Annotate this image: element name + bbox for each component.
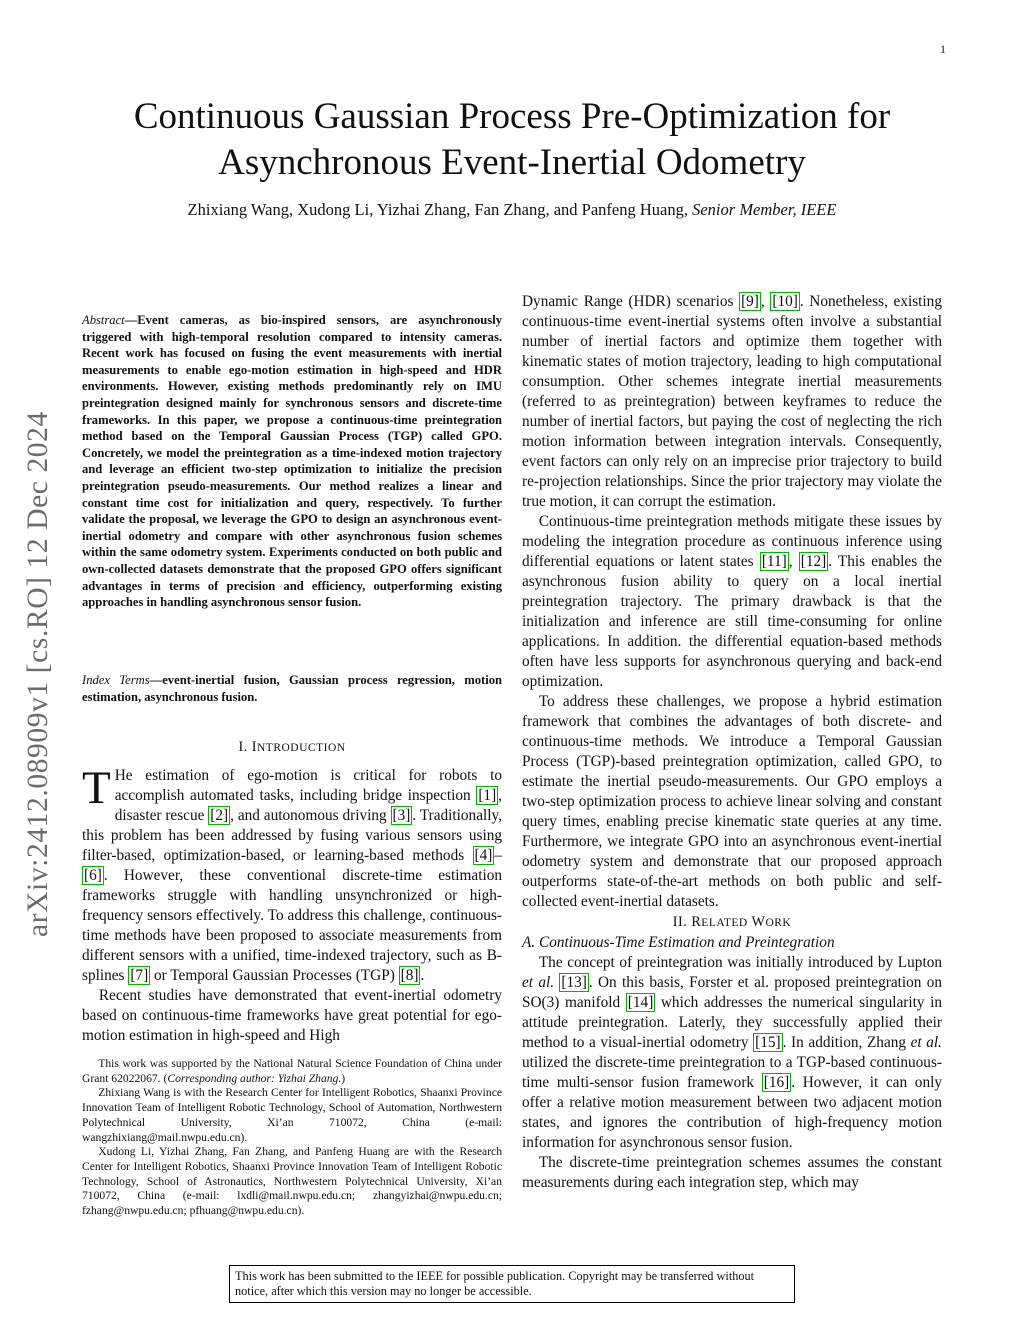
citation-11[interactable]: [11] [761,553,787,570]
citation-16[interactable]: [16] [763,1074,790,1091]
section-title-cap: I [251,739,257,755]
introduction-body [82,762,502,1046]
citation-9[interactable]: [9] [741,293,759,310]
ieee-submission-notice: This work has been submitted to the IEEE for possible publication. Copyright may be transferred without notice, after which this version may no longer be accessible. [229,1265,795,1303]
citation-12[interactable]: [12] [800,553,827,570]
abstract-label: Abstract [82,313,125,327]
right-paragraph-2: Continuous-time preintegration methods mitigate these issues by modeling the integration procedure as continuous inference using differential equations or latent states [11] , [12] . This enables the asynchronous fusion ability to query on a local inertial preintegration trajectory. The primary drawback is that the initialization and inference are still time-consuming for online applications. In addition. the differential equation-based methods often have less supports for asynchronous querying and back-end optimization. [522,513,942,690]
citation-8[interactable]: [8] [400,967,419,984]
section-heading-introduction [82,739,502,756]
drop-cap: T [82,762,111,814]
citation-7[interactable]: [7] [130,967,149,984]
citation-1[interactable]: [1] [478,787,497,804]
index-terms-text: event-inertial fusion, Gaussian process regression, motion estimation, asynchronous fusion. [82,673,502,704]
page-number: 1 [940,42,946,56]
arxiv-watermark[interactable]: arXiv:2412.08909v1 [cs.RO] 12 Dec 2024 [22,411,54,937]
citation-2[interactable]: [2] [210,807,229,824]
citation-13[interactable]: [13] [561,974,587,991]
abstract: Abstract—Event cameras, as bio-inspired sensors, are asynchronously triggered with high-temporal resolution compared to intensity cameras. Recent work has focused on fusing the event measurements with inertial measurements to enable ego-motion estimation in high-speed and HDR environments. However, existing methods predominantly rely on IMU preintegration designed mainly for synchronous sensors and discrete-time frameworks. In this paper, we propose a continuous-time preintegration method based on the Temporal Gaussian Process (TGP) called GPO. Concretely, we model the preintegration as a time-indexed motion trajectory and leverage an efficient two-step optimization to initialize the precision preintegration pseudo-measurements. Our method realizes a linear and constant time cost for initialization and query, respectively. To further validate the proposal, we leverage the GPO to design an asynchronous event-inertial odometry and compare with other asynchronous fusion schemes within the same odometry system. Experiments conducted on both public and own-collected datasets demonstrate that the proposed GPO offers significant advantages in terms of precision and efficiency, outperforming existing approaches in handling asynchronous sensor fusion. [82,313,502,610]
right-paragraph-1: Dynamic Range (HDR) scenarios [9] , [10] . Nonetheless, existing continuous-time event-inertial systems often involve a substantial number of inertial factors and optimize them together with kinematic states of motion trajectory, leading to high computational consumption. Other schemes integrate inertial measurements (referred to as preintegration) between keyframes to reduce the number of inertial factors, but paying the cost of neglecting the rich motion information between integration intervals. Consequently, event factors can only rely on an imprecise prior trajectory to build re-projection relationships. Since the prior trajectory may violate the true motion, it can corrupt the estimation. [522,293,942,510]
section-title-rest: NTRODUCTION [257,742,346,754]
abstract-text: Event cameras, as bio-inspired sensors, are asynchronously triggered with high-temporal resolution compared to intensity cameras. Recent work has focused on fusing the event measurements with inertial measurements to enable ego-motion estimation in high-speed and HDR environments. However, existing methods predominantly rely on IMU preintegration designed mainly for synchronous sensors and discrete-time frameworks. In this paper, we propose a continuous-time preintegration method based on the Temporal Gaussian Process (TGP) called GPO. Concretely, we model the preintegration as a time-indexed motion trajectory and leverage an efficient two-step optimization to initialize the precision preintegration pseudo-measurements. Our method realizes a linear and constant time cost for initialization and query, respectively. To further validate the proposal, we leverage the GPO to design an asynchronous event-inertial odometry and compare with other asynchronous fusion schemes within the same odometry system. Experiments conducted on both public and own-collected datasets demonstrate that the proposed GPO offers significant advantages in terms of precision and efficiency, outperforming existing approaches in handling asynchronous sensor fusion. [82,313,502,610]
footnote-author-2: Xudong Li, Yizhai Zhang, Fan Zhang, and Panfeng Huang are with the Research Center for Intelligent Robotics, Shaanxi Province Innovation Team of Intelligent Robotic Technology, School of Astronautics, Northwestern Polytechnical University, Xi’an 710072, China (e-mail: lxdli@mail.nwpu.edu.cn; zhangyizhai@nwpu.edu.cn; fzhang@nwpu.edu.cn; pfhuang@nwpu.edu.cn). [82,1145,502,1218]
footnote-author-1: Zhixiang Wang is with the Research Center for Intelligent Robotics, Shaanxi Province Innovation Team of Intelligent Robotic Technology, School of Automation, Northwestern Polytechnical University, Xi’an 710072, China (e-mail: wangzhixiang@mail.nwpu.edu.cn). [82,1086,502,1144]
intro-paragraph-2: Recent studies have demonstrated that event-inertial odometry based on continuous-time frameworks have great potential for ego-motion estimation in high-speed and High [82,987,502,1044]
right-column-body [522,292,942,1193]
section-heading-related-work: II. RELATED WORK [672,914,792,930]
footnote-funding: This work was supported by the National Natural Science Foundation of China under Grant 62022067. (Corresponding author: Yizhai Zhang.) [82,1057,502,1085]
author-role: Senior Member, IEEE [692,200,837,219]
paper-title: Continuous Gaussian Process Pre-Optimization for Asynchronous Event-Inertial Odometry [133,96,891,183]
citation-14[interactable]: [14] [627,994,654,1011]
citation-4[interactable]: [4] [474,847,493,864]
index-terms-label: Index Terms [82,673,150,687]
subsection-heading: A. Continuous-Time Estimation and Preintegration [522,934,835,951]
intro-paragraph-1: T He estimation of ego-motion is critical for robots to accomplish automated tasks, including bridge inspection [1] , disaster rescue [2] , and autonomous driving [3] . Traditionally, this problem has been addressed by fusing various sensors using filter-based, optimization-based, or learning-based methods [4] –[6] . However, these conventional discrete-time estimation frameworks struggle with handling unsynchronized or high-frequency sensors effectively. To address this challenge, continuous-time methods have been proposed to associate measurements from different sensors with a unified, time-indexed trajectory, such as B-splines [7] or Temporal Gaussian Processes (TGP) [8] . [82,762,502,984]
citation-10[interactable]: [10] [772,293,798,310]
author-names: Zhixiang Wang, Xudong Li, Yizhai Zhang, Fan Zhang, and Panfeng Huang, [187,200,688,219]
citation-15[interactable]: [15] [755,1034,781,1051]
citation-3[interactable]: [3] [392,807,411,824]
right-paragraph-5: The discrete-time preintegration schemes assumes the constant measurements during each integration step, which may [522,1154,942,1191]
right-paragraph-4: The concept of preintegration was initially introduced by Lupton et al. [13] . On this basis, Forster et al. proposed preintegration on SO(3) manifold [14] which addresses the numerical singularity in attitude preintegration. Laterly, they successfully applied their method to a visual-inertial odometry [15] . In addition, Zhang et al. utilized the discrete-time preintegration to a TGP-based continuous-time multi-sensor fusion framework [16] . However, it can only offer a relative motion measurement between two adjacent motion states, and ignores the contribution of high-frequency motion information for asynchronous sensor fusion. [522,954,943,1151]
right-paragraph-3: To address these challenges, we propose a hybrid estimation framework that combines the advantages of both discrete- and continuous-time methods. We introduce a Temporal Gaussian Process (TGP)-based preintegration optimization, called GPO, to estimate the inertial pseudo-measurements. Our GPO employs a two-step optimization process to achieve linear solving and constant query times, enabling precise kinematic state queries at any time. Furthermore, we integrate GPO into an asynchronous event-inertial odometry system and demonstrate that our proposed approach outperforms state-of-the-art methods on both public and self-collected event-inertial datasets. [522,693,942,910]
section-number: I. [238,739,248,755]
footnotes [82,1057,502,1219]
citation-6[interactable]: [6] [84,867,102,884]
author-list [80,200,944,220]
index-terms: Index Terms—event-inertial fusion, Gaussian process regression, motion estimation, asynchronous fusion. [82,673,502,704]
